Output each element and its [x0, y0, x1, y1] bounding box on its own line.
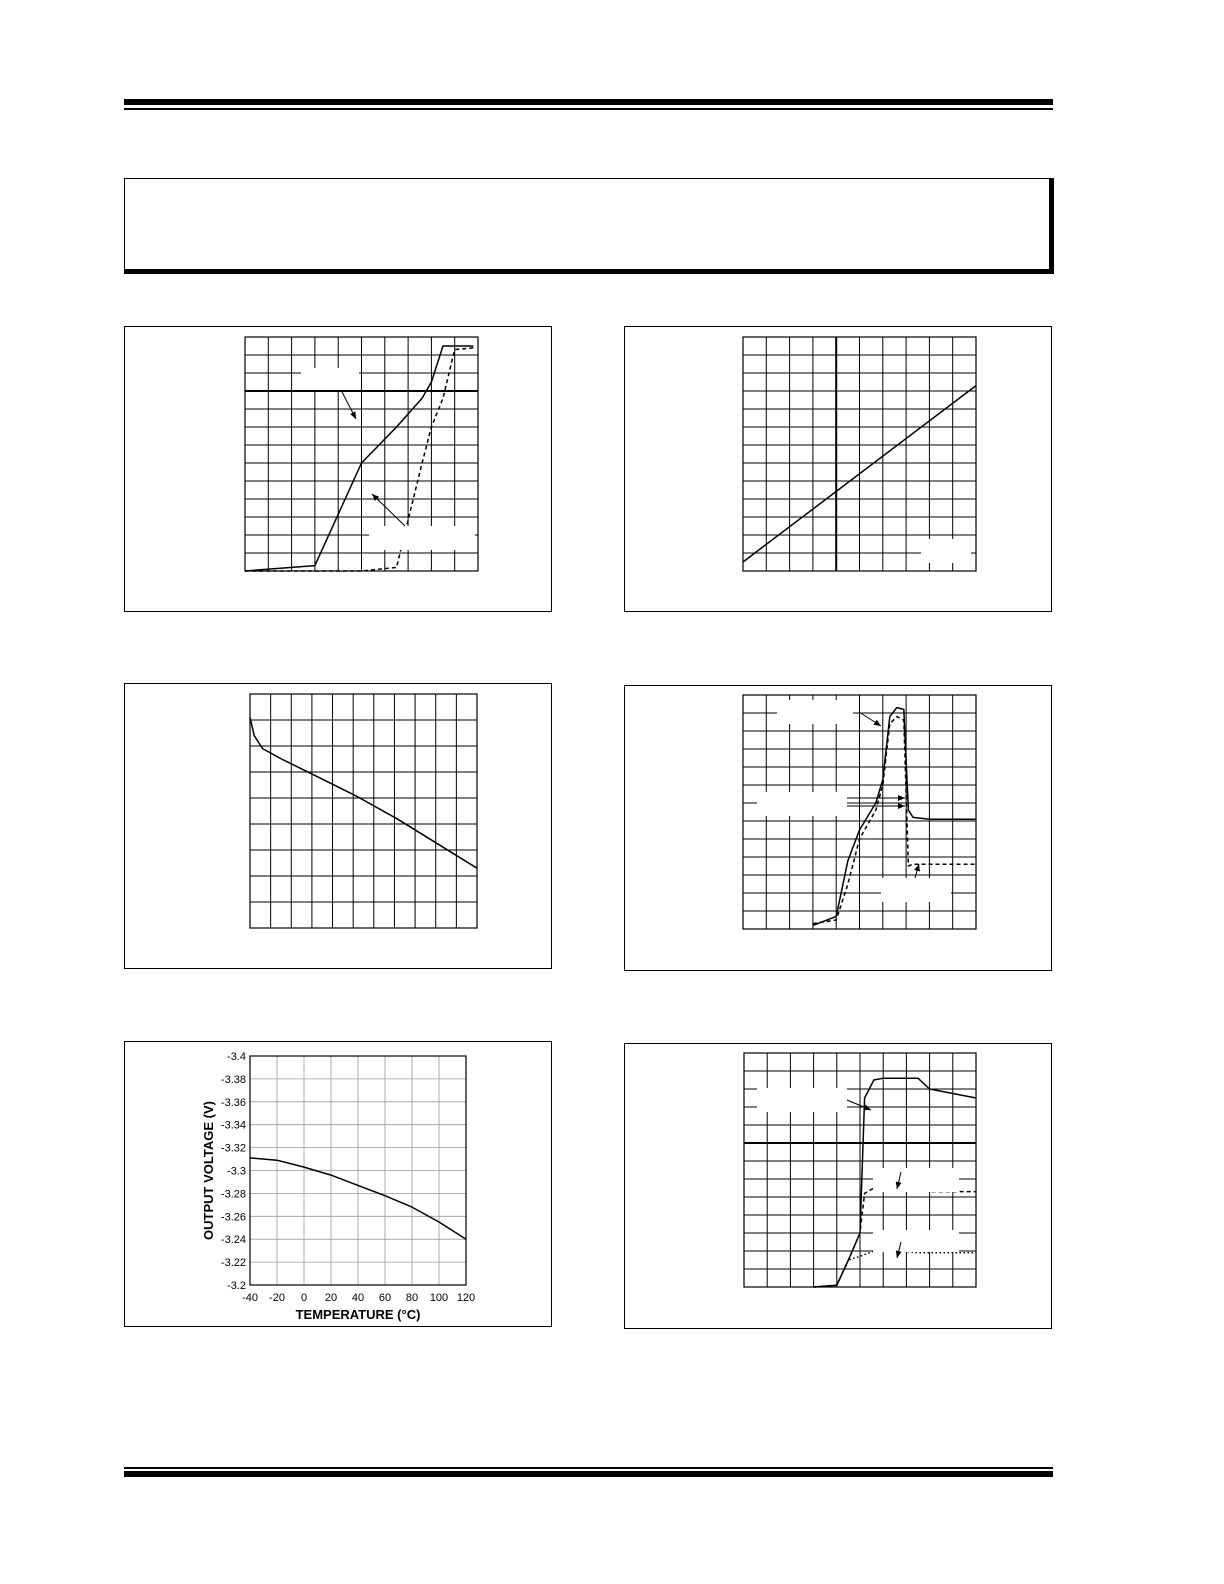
- chart-5-x-tick-label: 60: [378, 1292, 392, 1304]
- figure-panel-2: [624, 326, 1052, 612]
- chart-5-x-tick-label: 0: [300, 1292, 308, 1304]
- chart-4-label-blank-3: [881, 878, 951, 902]
- note-box: [124, 178, 1054, 274]
- chart-3-series-line: [250, 717, 477, 868]
- chart-4: [625, 686, 1053, 972]
- chart-6: [625, 1044, 1053, 1330]
- chart-5-y-tick-label: -3.2: [227, 1280, 246, 1292]
- chart-5-x-tick-label: -40: [242, 1292, 258, 1304]
- figure-panel-5: [124, 1041, 552, 1327]
- figure-panel-6: [624, 1043, 1052, 1329]
- header-rule-thick: [124, 99, 1053, 105]
- chart-4-leader-arrowhead-2: [898, 795, 905, 801]
- chart-5-y-tick-label: -3.3: [227, 1165, 246, 1178]
- chart-4-leader-arrowhead-1: [873, 720, 881, 726]
- chart-5-y-tick-label: -3.38: [220, 1073, 246, 1086]
- chart-4-leader-arrowhead-4: [914, 864, 920, 872]
- chart-5-y-tick-label: -3.28: [220, 1188, 246, 1201]
- chart-5-y-tick-label: -3.24: [220, 1234, 246, 1247]
- chart-5-x-tick-label: -20: [269, 1292, 285, 1304]
- chart-6-label-blank-2: [873, 1168, 959, 1192]
- chart-5-x-tick-label: 80: [405, 1292, 419, 1304]
- chart-5-y-tick-label: -3.34: [220, 1119, 246, 1132]
- chart-1-label-blank-1: [301, 368, 359, 390]
- chart-4-leader-arrowhead-3: [898, 803, 905, 809]
- chart-2: [625, 327, 1053, 613]
- chart-1: [125, 327, 553, 613]
- chart-5-y-tick-label: -3.22: [220, 1257, 246, 1270]
- chart-5-y-tick-label: -3.4: [227, 1051, 246, 1063]
- chart-5-y-tick-label: -3.26: [220, 1211, 246, 1224]
- chart-3: [125, 684, 553, 970]
- figure-panel-3: [124, 683, 552, 969]
- chart-6-label-blank-3: [873, 1230, 959, 1252]
- chart-5-x-tick-label: 100: [429, 1292, 449, 1304]
- chart-5-x-tick-label: 20: [324, 1292, 338, 1304]
- footer-rule-thick: [124, 1471, 1053, 1477]
- figure-panel-4: [624, 685, 1052, 971]
- footer-rule-thin: [124, 1467, 1053, 1469]
- chart-4-label-blank-1: [757, 792, 847, 816]
- chart-4-label-blank-1: [777, 700, 853, 724]
- chart-1-label-blank-2: [369, 526, 475, 550]
- chart-5-x-axis-title: TEMPERATURE (°C): [295, 1307, 421, 1322]
- figure-panel-1: [124, 326, 552, 612]
- header-rule-thin: [124, 108, 1053, 110]
- chart-3-plot-frame: [250, 694, 477, 928]
- chart-2-label-blank-1: [921, 539, 971, 563]
- chart-5-y-axis-title: OUTPUT VOLTAGE (V): [201, 1101, 216, 1240]
- chart-5-x-tick-label: 40: [351, 1292, 365, 1304]
- chart-5-y-tick-label: -3.36: [220, 1096, 246, 1109]
- chart-5: [125, 1042, 553, 1328]
- chart-6-label-blank-1: [757, 1088, 847, 1112]
- chart-5-x-tick-label: 120: [456, 1292, 476, 1304]
- chart-5-y-tick-label: -3.32: [220, 1142, 246, 1155]
